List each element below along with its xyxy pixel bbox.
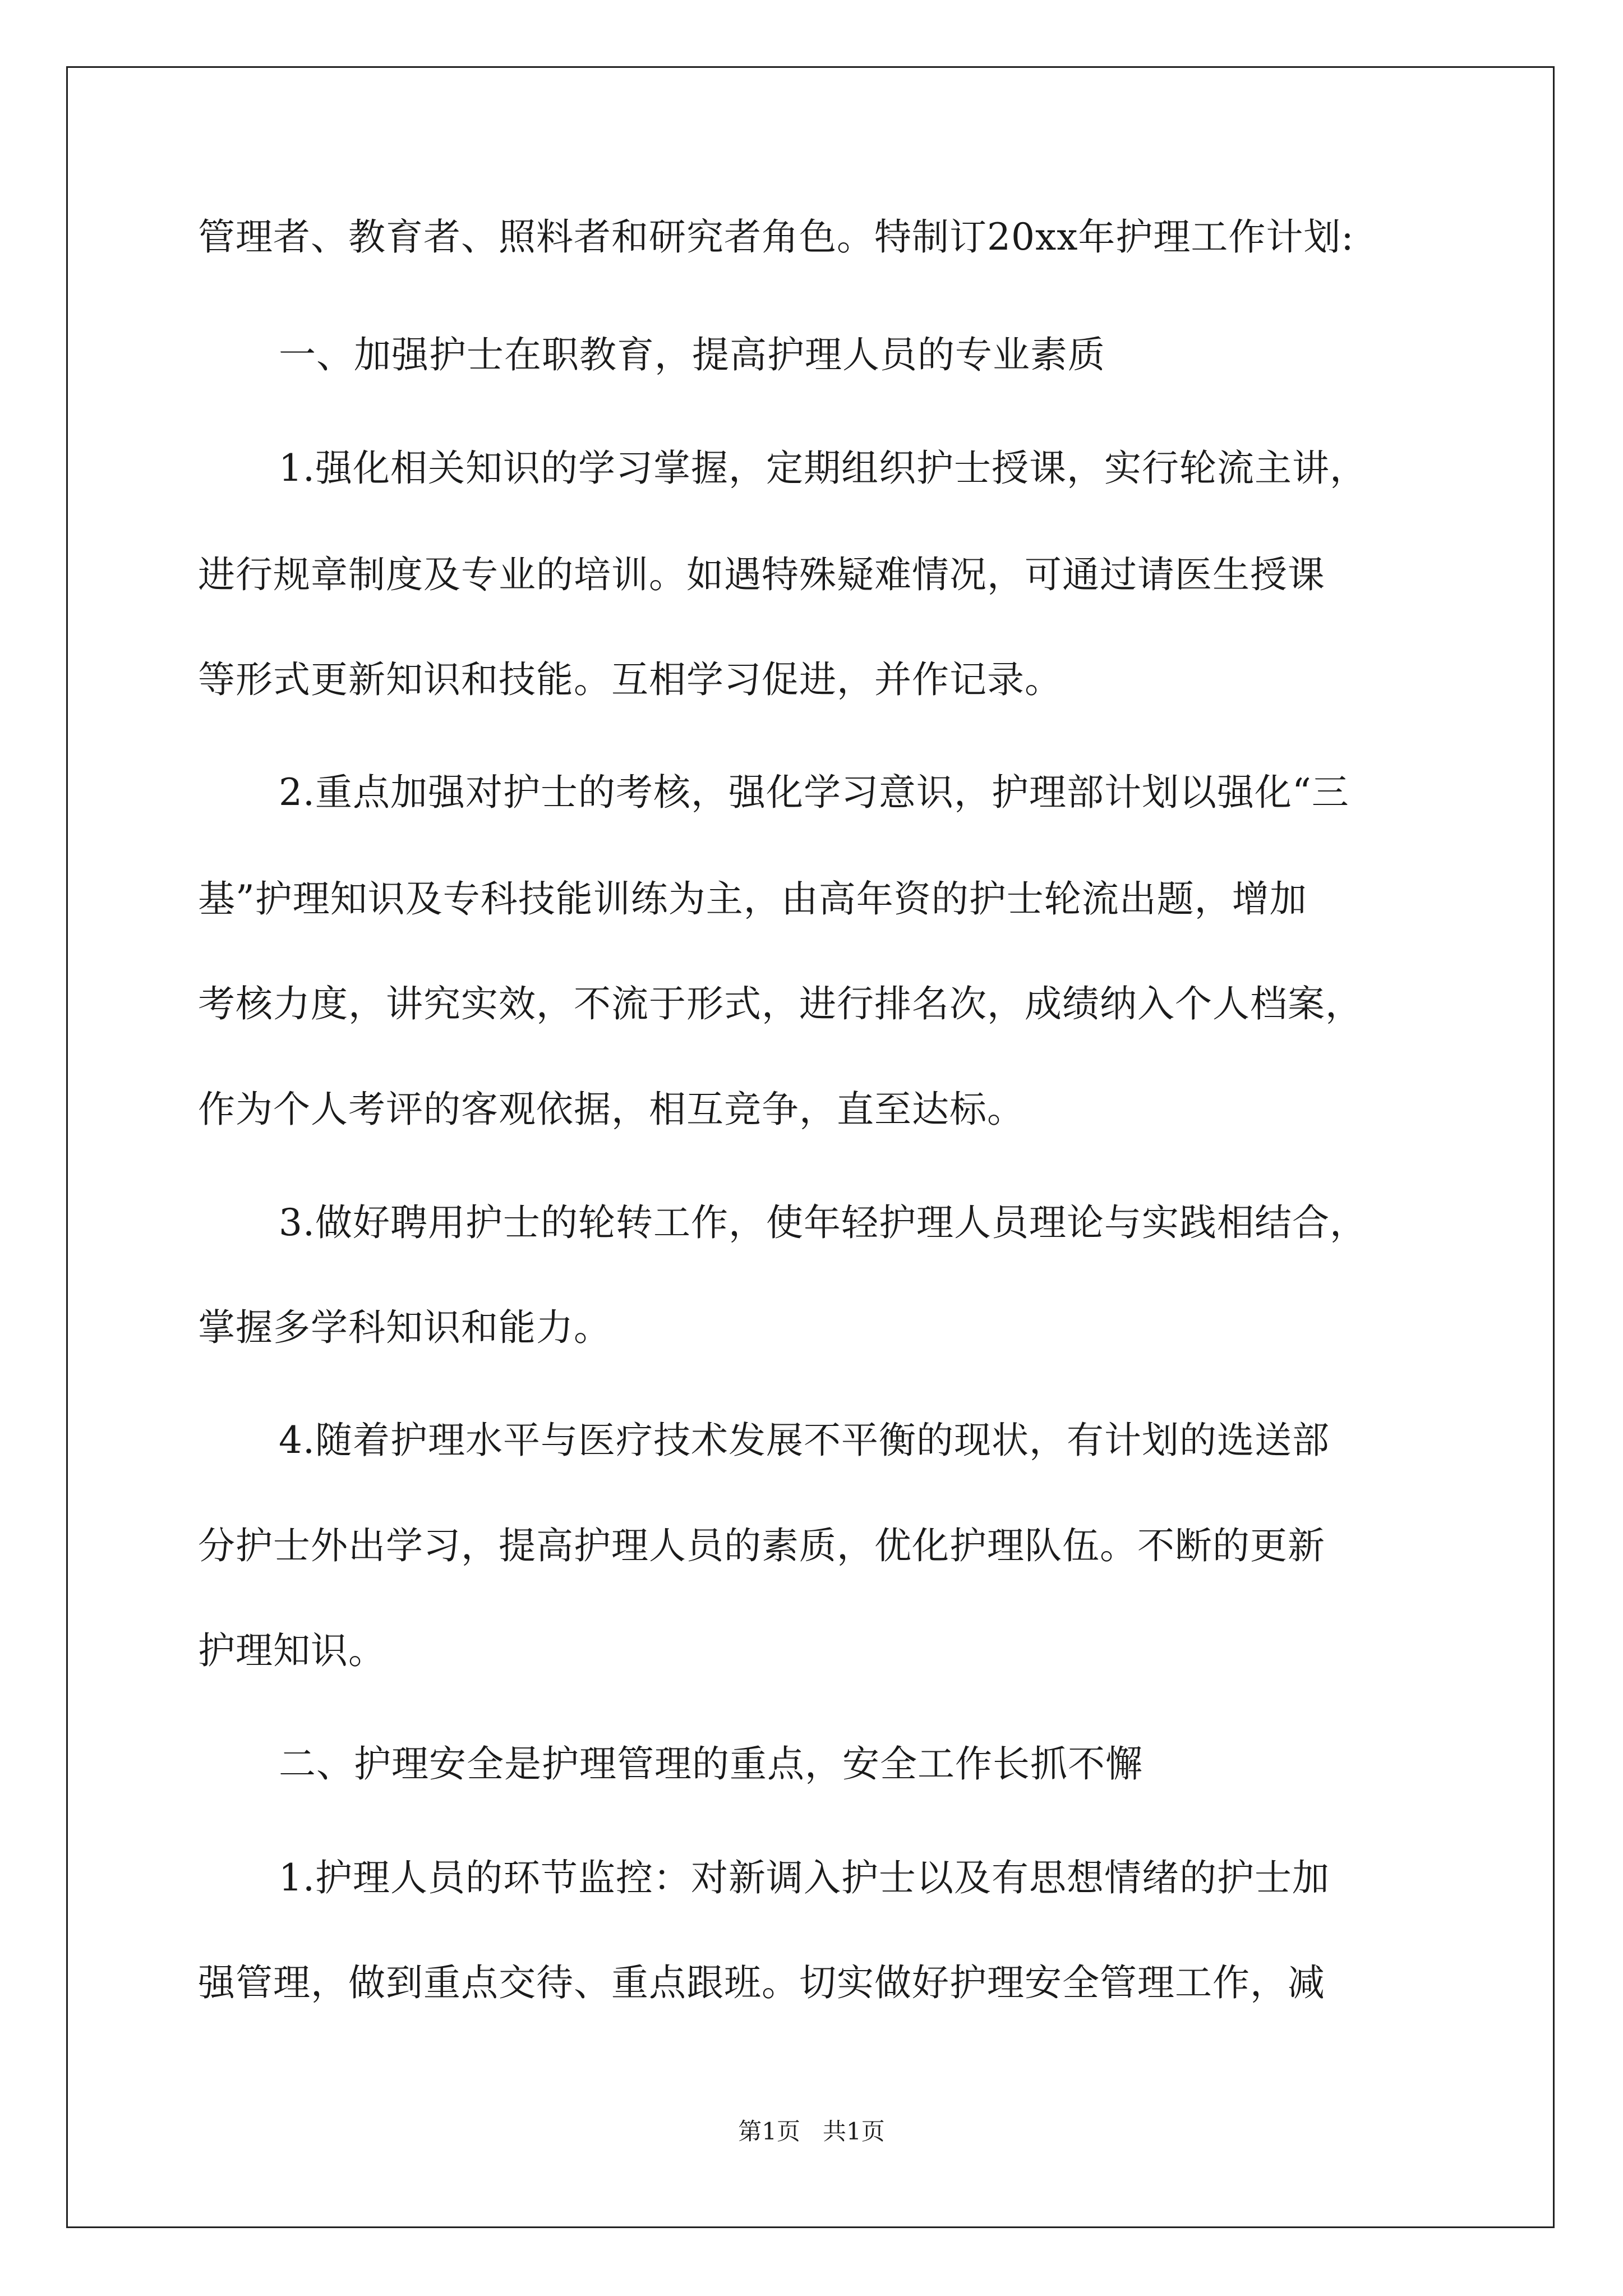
- body-line: 护理知识。: [198, 1629, 386, 1672]
- body-line: 作为个人考评的客观依据，相互竞争，直至达标。: [198, 1088, 1025, 1131]
- body-line: 3.做好聘用护士的轮转工作，使年轻护理人员理论与实践相结合，: [279, 1201, 1367, 1244]
- body-line: 1.护理人员的环节监控：对新调入护士以及有思想情绪的护士加: [279, 1856, 1330, 1899]
- section-heading: 一、加强护士在职教育，提高护理人员的专业素质: [279, 333, 1105, 376]
- body-line: 管理者、教育者、照料者和研究者角色。特制订20xx年护理工作计划:: [198, 215, 1354, 259]
- body-line: 2.重点加强对护士的考核，强化学习意识，护理部计划以强化“三: [279, 771, 1349, 814]
- body-line: 等形式更新知识和技能。互相学习促进，并作记录。: [198, 658, 1062, 701]
- body-line: 考核力度，讲究实效，不流于形式，进行排名次，成绩纳入个人档案，: [198, 982, 1363, 1025]
- page-border: [66, 66, 1555, 2228]
- body-line: 基”护理知识及专科技能训练为主，由高年资的护士轮流出题，增加: [198, 877, 1307, 921]
- body-line: 4.随着护理水平与医疗技术发展不平衡的现状，有计划的选送部: [279, 1419, 1330, 1462]
- section-heading: 二、护理安全是护理管理的重点，安全工作长抓不懈: [279, 1742, 1143, 1786]
- body-line: 强管理，做到重点交待、重点跟班。切实做好护理安全管理工作，减: [198, 1961, 1325, 2004]
- body-line: 进行规章制度及专业的培训。如遇特殊疑难情况，可通过请医生授课: [198, 553, 1325, 596]
- body-line: 分护士外出学习，提高护理人员的素质，优化护理队伍。不断的更新: [198, 1524, 1325, 1567]
- page-footer: 第1页 共1页: [738, 2118, 885, 2145]
- body-line: 1.强化相关知识的学习掌握，定期组织护士授课，实行轮流主讲，: [279, 447, 1367, 490]
- body-line: 掌握多学科知识和能力。: [198, 1306, 611, 1349]
